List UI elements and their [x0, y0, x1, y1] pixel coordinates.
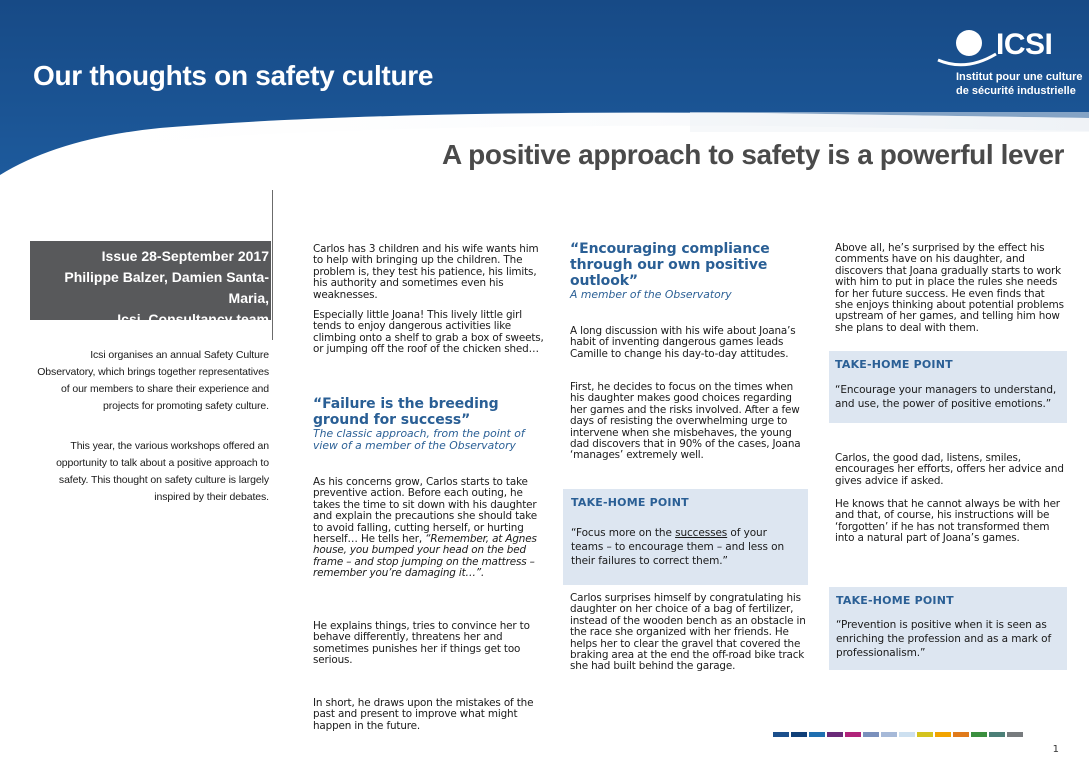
- col2-caption: A member of the Observatory: [570, 288, 732, 301]
- color-swatch: [899, 732, 915, 737]
- color-swatch: [827, 732, 843, 737]
- authors-line-2: Icsi, Consultancy team: [117, 311, 269, 327]
- issue-label: Issue 28-September 2017: [101, 248, 269, 264]
- col2-heading: “Encouraging compliance through our own positive outlook”: [570, 241, 770, 289]
- logo-tagline: Institut pour une culture de sécurité industrielle: [956, 71, 1083, 97]
- col1-paragraph-2: Especially little Joana! This lively little girl tends to enjoy dangerous activities like climbing onto a shelf to grab a box of sweets, or jumping off the roof of the chicken shed…: [313, 309, 544, 356]
- color-swatch-bar: [773, 732, 1023, 737]
- col2-paragraph-2: First, he decides to focus on the times when his daughter makes good choices regarding her games and the risks involved. After a few days of resisting the overwhelming urge to intervene when she misbehaves, the young dad discovers that in 90% of the cases, Joana ‘manages’ extremely well.: [570, 381, 801, 462]
- takehome-title: TAKE-HOME POINT: [571, 496, 689, 509]
- col1-paragraph-5: In short, he draws upon the mistakes of the past and present to improve what might happen in the future.: [313, 697, 534, 732]
- col1-heading: “Failure is the breeding ground for success”: [313, 396, 499, 428]
- color-swatch: [881, 732, 897, 737]
- col1-paragraph-3-text: As his concerns grow, Carlos starts to take preventive action. Before each outing, he takes the time to sit down with his daughter and explain the precautions she should take to avoid falling, cutting herself, or hurting herself… He tells her,: [313, 476, 537, 546]
- col3-paragraph-2: Carlos, the good dad, listens, smiles, encourages her efforts, offers her advice and gives advice if asked.: [835, 452, 1064, 487]
- color-swatch: [953, 732, 969, 737]
- color-swatch: [1007, 732, 1023, 737]
- col1-p2-wrap: [313, 310, 549, 356]
- col2-p2-wrap: [570, 382, 806, 462]
- color-swatch: [917, 732, 933, 737]
- takehome-text-b: of your teams – to encourage them – and less on their failures to correct them.”: [571, 527, 785, 567]
- sidebar-intro-1: Icsi organises an annual Safety Culture Observatory, which brings together representatives of our members to share their experience and projects for promoting safety culture.: [37, 349, 269, 412]
- takehome-title: TAKE-HOME POINT: [836, 594, 954, 607]
- col1-paragraph-1: Carlos has 3 children and his wife wants him to help with bringing up the children. The problem is, they test his patience, his limits, his authority and sometimes even his weaknesses.: [313, 243, 539, 301]
- color-swatch: [791, 732, 807, 737]
- page-title: Our thoughts on safety culture: [33, 60, 434, 91]
- color-swatch: [845, 732, 861, 737]
- takehome-box-1: [563, 489, 808, 585]
- sidebar-intro-2: This year, the various workshops offered an opportunity to talk about a positive approach to safety. This thought on safety culture is largely inspired by their debates.: [56, 440, 269, 503]
- column-1: [313, 244, 549, 301]
- headline: A positive approach to safety is a powerful lever: [442, 139, 1064, 170]
- authors-line-1: Philippe Balzer, Damien Santa-Maria,: [64, 269, 269, 306]
- col1-caption: The classic approach, from the point of view of a member of the Observatory: [313, 427, 525, 452]
- color-swatch: [935, 732, 951, 737]
- col3-paragraph-1: Above all, he’s surprised by the effect his comments have on his daughter, and discovers that Joana gradually starts to work with him to put in place the rules she needs for her future success. He even finds that she enjoys thinking about potential problems upstream of her games, and telling him how she plans to deal with them.: [835, 242, 1064, 334]
- takehome-text: [571, 526, 800, 568]
- col3-p1-wrap: [835, 243, 1065, 334]
- col1-p4-wrap: [313, 621, 549, 667]
- takehome-text: “Prevention is positive when it is seen as enriching the profession and as a mark of professionalism.”: [836, 619, 1052, 659]
- col2-p3-wrap: [570, 593, 806, 673]
- col1-p5-wrap: [313, 698, 549, 732]
- takehome-box-3: [829, 587, 1067, 670]
- color-swatch: [809, 732, 825, 737]
- logo-name: ICSI: [996, 28, 1053, 61]
- col2-p1-wrap: [570, 326, 806, 360]
- col3-p3-wrap: [835, 499, 1065, 545]
- takehome-text-underlined: successes: [675, 527, 728, 539]
- col1-paragraph-3: [313, 477, 549, 580]
- color-swatch: [863, 732, 879, 737]
- col1-p3-wrap: [313, 477, 549, 580]
- issue-box: [30, 241, 271, 327]
- color-swatch: [971, 732, 987, 737]
- takehome-box-2: [829, 351, 1067, 423]
- col3-paragraph-3: He knows that he cannot always be with her and that, of course, his instructions will be ‘forgotten’ if he has not transformed them into a natural part of Joana’s games.: [835, 498, 1060, 545]
- takehome-text: “Encourage your managers to understand, and use, the power of positive emotions.”: [835, 384, 1057, 410]
- col2-heading-wrap: [570, 241, 806, 301]
- color-swatch: [773, 732, 789, 737]
- sidebar-divider: [272, 190, 273, 340]
- col1-heading-wrap: [313, 396, 549, 452]
- col2-paragraph-1: A long discussion with his wife about Joana’s habit of inventing dangerous games leads Camille to change his day-to-day attitudes.: [570, 325, 796, 360]
- col1-paragraph-4: He explains things, tries to convince her to behave differently, threatens her and sometimes punishes her if things get too serious.: [313, 620, 530, 667]
- color-swatch: [989, 732, 1005, 737]
- col2-paragraph-3: Carlos surprises himself by congratulating his daughter on her choice of a bag of fertilizer, instead of the wooden bench as an obstacle in the race she organized with her friends. He helps her to clear the gravel that covered the braking area at the end the off-road bike track she had built behind the garage.: [570, 592, 806, 673]
- col3-p2-wrap: [835, 453, 1065, 487]
- page-number: 1: [1052, 744, 1059, 755]
- col1-paragraph-3-quote: “Remember, at Agnes house, you bumped your head on the bed frame – and stop jumping on the mattress – remember you’re damaging it…”.: [313, 533, 537, 580]
- takehome-title: TAKE-HOME POINT: [835, 358, 953, 371]
- takehome-text-a: “Focus more on the: [571, 527, 676, 539]
